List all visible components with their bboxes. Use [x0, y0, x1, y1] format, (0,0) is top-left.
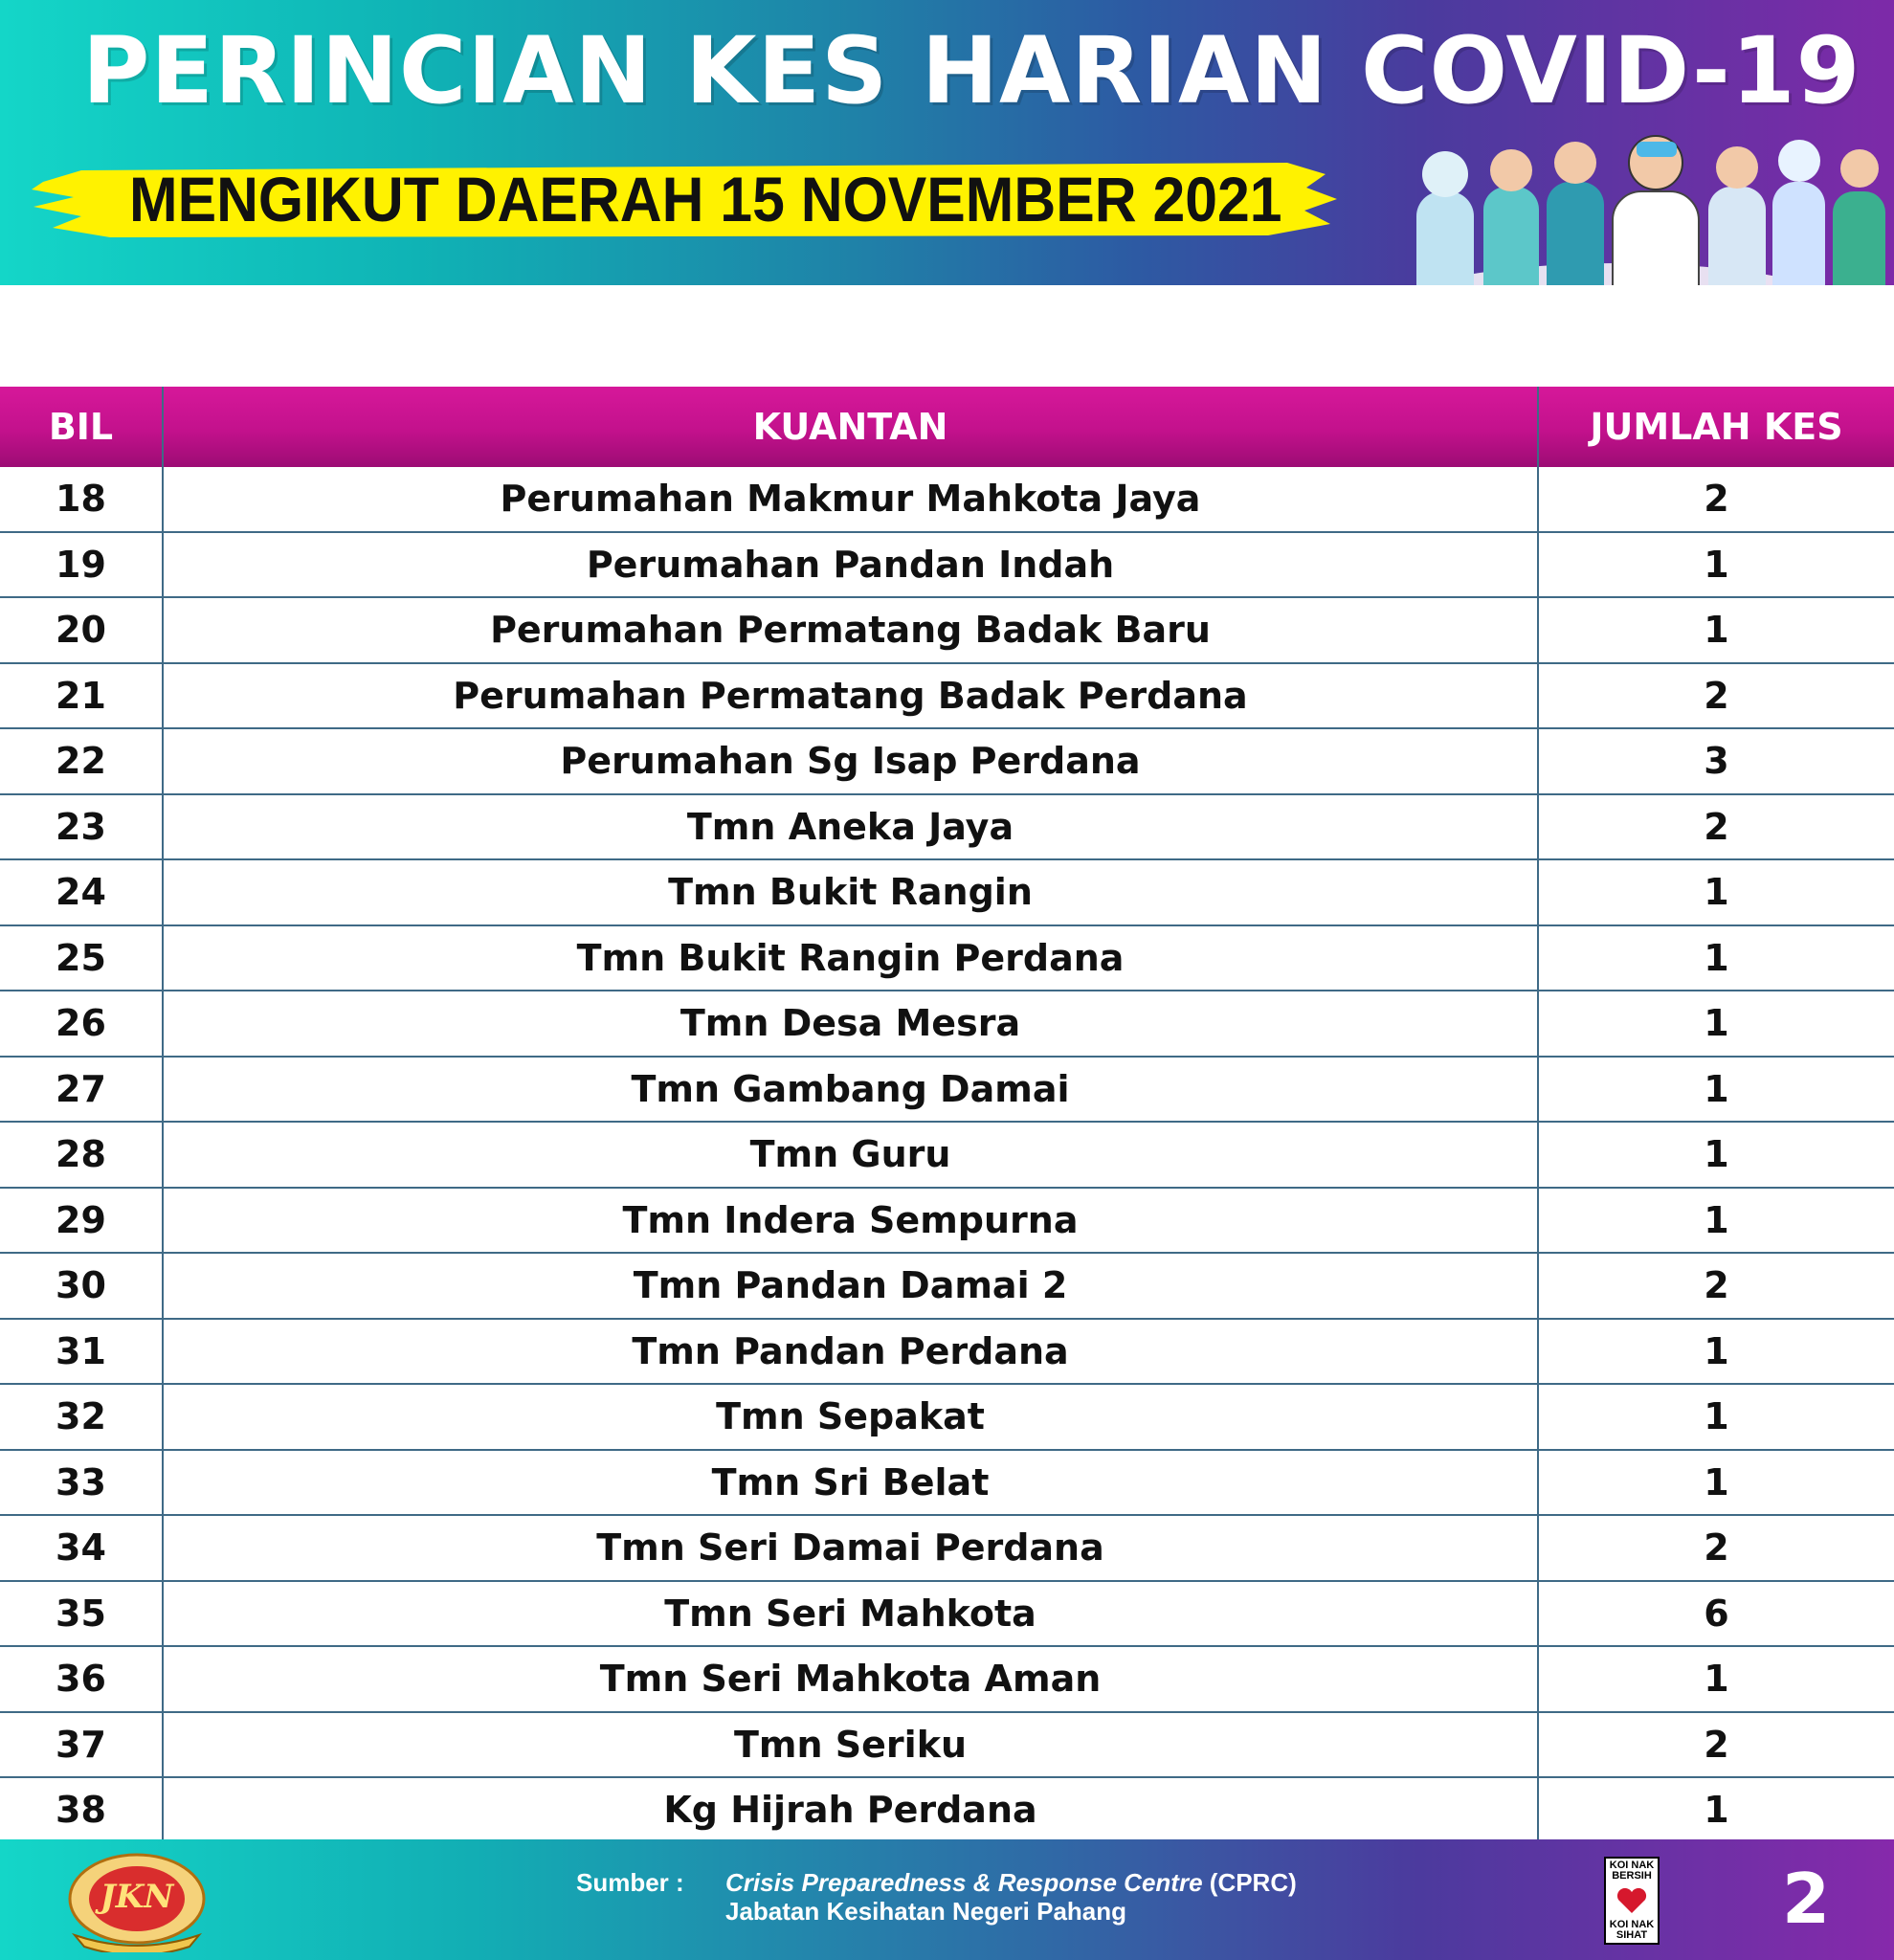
source-org-abbr: (CPRC): [1209, 1868, 1297, 1897]
koi-nak-sihat-badge: [1604, 1857, 1660, 1945]
row-name: Tmn Desa Mesra: [164, 991, 1539, 1056]
row-bil: 35: [0, 1582, 164, 1646]
row-bil: 37: [0, 1713, 164, 1777]
page-number: 2: [1782, 1859, 1831, 1939]
row-total: 1: [1704, 936, 1729, 979]
table-row: [0, 1123, 1894, 1189]
row-bil: 22: [0, 729, 164, 793]
row-total: 1: [1704, 543, 1729, 586]
row-bil: 31: [0, 1320, 164, 1384]
table-row: [0, 729, 1894, 795]
table-row: [0, 664, 1894, 730]
row-name: Tmn Seri Mahkota Aman: [164, 1647, 1539, 1711]
table-row: [0, 1058, 1894, 1124]
heart-icon: [1615, 1886, 1648, 1915]
row-total: 1: [1704, 1789, 1729, 1832]
row-total: 1: [1704, 1198, 1729, 1241]
source-org-name: Crisis Preparedness & Response Centre: [725, 1868, 1203, 1897]
row-name: Tmn Aneka Jaya: [164, 795, 1539, 859]
table-row: [0, 1516, 1894, 1582]
row-bil: 30: [0, 1254, 164, 1318]
row-total: 2: [1704, 674, 1729, 717]
row-total: 2: [1704, 805, 1729, 848]
row-bil: 34: [0, 1516, 164, 1580]
row-bil: 24: [0, 860, 164, 924]
page-title: PERINCIAN KES HARIAN COVID-19: [82, 17, 1861, 124]
row-total: 1: [1704, 1002, 1729, 1045]
cases-table: [0, 387, 1894, 1844]
row-name: Perumahan Sg Isap Perdana: [164, 729, 1539, 793]
row-bil: 18: [0, 467, 164, 531]
koi-bottom-text: KOI NAK SIHAT: [1609, 1919, 1655, 1941]
table-row: [0, 1385, 1894, 1451]
row-name: Perumahan Makmur Mahkota Jaya: [164, 467, 1539, 531]
table-row: [0, 467, 1894, 533]
table-row: [0, 1254, 1894, 1320]
row-total: 3: [1704, 740, 1729, 783]
row-name: Tmn Sepakat: [164, 1385, 1539, 1449]
row-total: 2: [1704, 1264, 1729, 1307]
row-name: Tmn Indera Sempurna: [164, 1189, 1539, 1253]
table-row: [0, 1582, 1894, 1648]
row-bil: 27: [0, 1058, 164, 1122]
jkn-logo: [56, 1851, 218, 1952]
row-total: 1: [1704, 1395, 1729, 1438]
table-row: [0, 1320, 1894, 1386]
spacer-strip: [0, 285, 1894, 387]
header-total: JUMLAH KES: [1590, 406, 1843, 448]
table-row: [0, 795, 1894, 861]
header-banner: [0, 0, 1894, 285]
table-row: [0, 598, 1894, 664]
table-row: [0, 1451, 1894, 1517]
row-bil: 32: [0, 1385, 164, 1449]
row-total: 1: [1704, 1067, 1729, 1110]
row-name: Perumahan Pandan Indah: [164, 533, 1539, 597]
table-row: [0, 533, 1894, 599]
row-total: 1: [1704, 609, 1729, 652]
table-row: [0, 1647, 1894, 1713]
row-name: Tmn Sri Belat: [164, 1451, 1539, 1515]
row-total: 1: [1704, 1658, 1729, 1701]
row-name: Tmn Pandan Damai 2: [164, 1254, 1539, 1318]
row-bil: 25: [0, 926, 164, 991]
page-subtitle: MENGIKUT DAERAH 15 NOVEMBER 2021: [129, 163, 1282, 234]
table-row: [0, 926, 1894, 992]
header-bil: BIL: [0, 387, 164, 467]
table-header: [0, 387, 1894, 467]
row-total: 6: [1704, 1592, 1729, 1635]
row-name: Tmn Guru: [164, 1123, 1539, 1187]
table-row: [0, 1778, 1894, 1844]
row-bil: 36: [0, 1647, 164, 1711]
healthcare-workers-illustration: [1378, 115, 1894, 285]
koi-top-text: KOI NAK BERSIH: [1609, 1860, 1655, 1882]
row-name: Perumahan Permatang Badak Perdana: [164, 664, 1539, 728]
row-total: 2: [1704, 1723, 1729, 1766]
row-total: 2: [1704, 1526, 1729, 1570]
row-total: 2: [1704, 478, 1729, 521]
table-row: [0, 860, 1894, 926]
table-row: [0, 1189, 1894, 1255]
row-bil: 29: [0, 1189, 164, 1253]
row-name: Perumahan Permatang Badak Baru: [164, 598, 1539, 662]
jkn-logo-text: JKN: [100, 1878, 174, 1916]
row-name: Tmn Seri Damai Perdana: [164, 1516, 1539, 1580]
row-bil: 26: [0, 991, 164, 1056]
row-total: 1: [1704, 1329, 1729, 1372]
row-name: Tmn Pandan Perdana: [164, 1320, 1539, 1384]
row-bil: 33: [0, 1451, 164, 1515]
row-bil: 38: [0, 1778, 164, 1842]
row-name: Tmn Bukit Rangin: [164, 860, 1539, 924]
row-name: Kg Hijrah Perdana: [164, 1778, 1539, 1842]
row-bil: 28: [0, 1123, 164, 1187]
row-total: 1: [1704, 1460, 1729, 1503]
row-name: Tmn Bukit Rangin Perdana: [164, 926, 1539, 991]
source-org: [725, 1868, 1297, 1898]
table-row: [0, 991, 1894, 1058]
table-body: [0, 467, 1894, 1844]
row-bil: 19: [0, 533, 164, 597]
source-dept: Jabatan Kesihatan Negeri Pahang: [725, 1897, 1127, 1926]
row-name: Tmn Seriku: [164, 1713, 1539, 1777]
row-bil: 20: [0, 598, 164, 662]
source-label: Sumber :: [576, 1868, 684, 1897]
footer-bar: [0, 1839, 1894, 1960]
table-row: [0, 1713, 1894, 1779]
row-bil: 23: [0, 795, 164, 859]
row-name: Tmn Seri Mahkota: [164, 1582, 1539, 1646]
row-total: 1: [1704, 871, 1729, 914]
row-bil: 21: [0, 664, 164, 728]
header-district: KUANTAN: [164, 387, 1539, 467]
row-total: 1: [1704, 1133, 1729, 1176]
row-name: Tmn Gambang Damai: [164, 1058, 1539, 1122]
